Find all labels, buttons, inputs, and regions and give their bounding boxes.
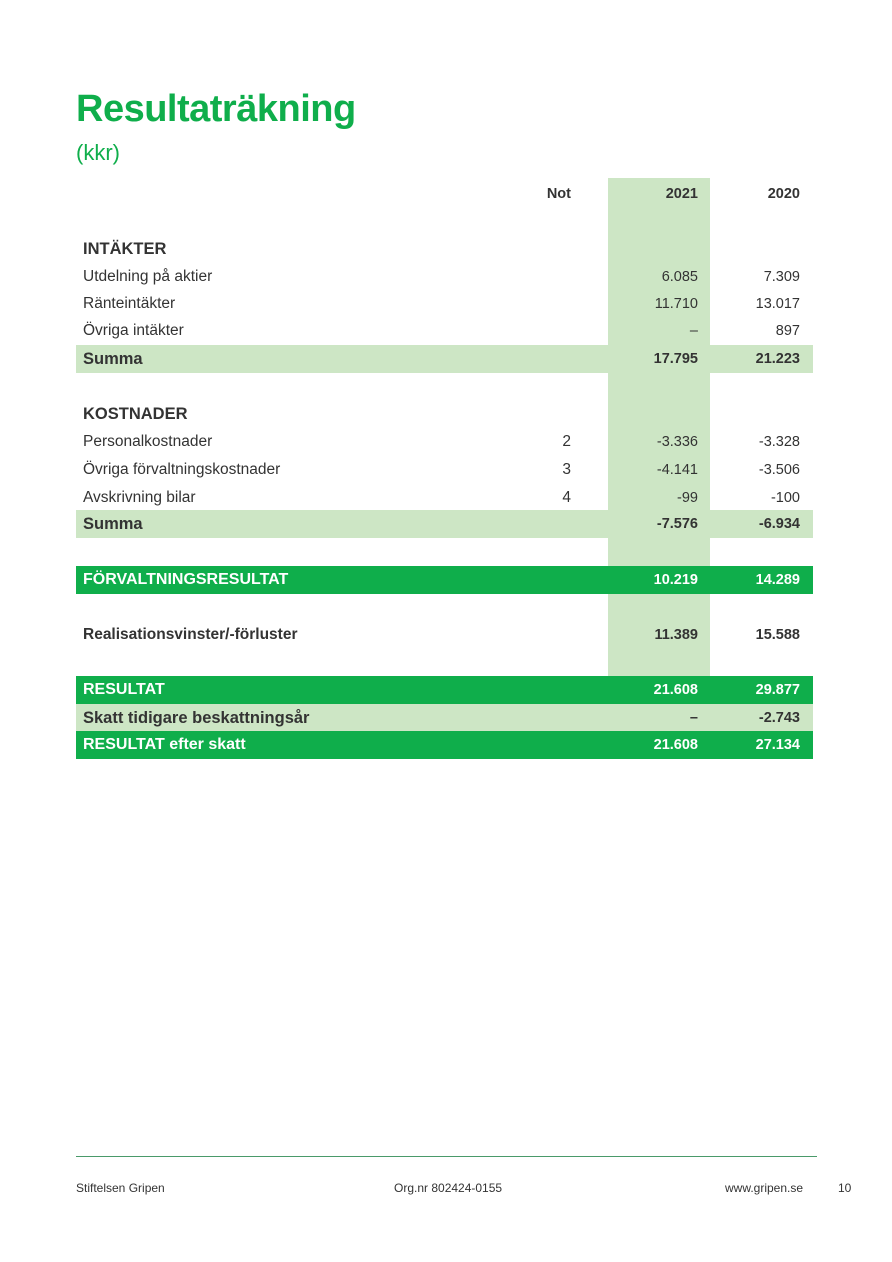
- costs-heading-label: KOSTNADER: [83, 405, 188, 423]
- table-row: [76, 456, 813, 484]
- tax-label: Skatt tidigare beskattningsår: [83, 709, 310, 727]
- row-value-2020: 7.309: [763, 269, 800, 285]
- income-heading-label: INTÄKTER: [83, 240, 167, 258]
- section-heading-costs: [76, 400, 813, 428]
- page-title: Resultaträkning: [76, 88, 356, 130]
- row-value-2020: 13.017: [755, 296, 800, 312]
- table-row: [76, 484, 813, 512]
- table-row: [76, 428, 813, 456]
- footer-page-number: 10: [838, 1181, 852, 1195]
- row-value-2021: -4.141: [656, 462, 698, 478]
- realisation-label: Realisationsvinster/-förluster: [83, 626, 298, 643]
- sum-value-2021: 17.795: [653, 351, 698, 367]
- row-value-2020: -3.328: [758, 434, 800, 450]
- management-result-2020: 14.289: [755, 572, 800, 588]
- row-note: 2: [562, 433, 571, 450]
- result-after-tax-label: RESULTAT efter skatt: [83, 736, 246, 753]
- tax-row: [76, 704, 813, 732]
- header-2020: 2020: [767, 186, 800, 202]
- footer-divider: [76, 1156, 817, 1157]
- page-subtitle: (kkr): [76, 140, 120, 165]
- sum-value-2020: 21.223: [755, 351, 800, 367]
- result-after-tax-row: [76, 731, 813, 759]
- header-2021: 2021: [665, 186, 698, 202]
- header-note: Not: [546, 186, 571, 202]
- row-value-2021: –: [689, 323, 698, 339]
- result-2020: 29.877: [755, 682, 800, 698]
- sum-value-2021: -7.576: [656, 516, 698, 532]
- row-label: Övriga intäkter: [83, 322, 184, 339]
- sum-label: Summa: [83, 515, 143, 533]
- row-value-2020: 897: [775, 323, 800, 339]
- row-note: 4: [562, 489, 571, 506]
- result-2021: 21.608: [653, 682, 698, 698]
- management-result-2021: 10.219: [653, 572, 698, 588]
- sum-label: Summa: [83, 350, 143, 368]
- row-value-2021: -99: [677, 490, 698, 506]
- management-result-label: FÖRVALTNINGSRESULTAT: [83, 571, 289, 588]
- row-label: Ränteintäkter: [83, 295, 176, 312]
- realisation-2020: 15.588: [755, 627, 800, 643]
- income-statement-table: [76, 178, 813, 778]
- row-note: 3: [562, 461, 571, 478]
- tax-2020: -2.743: [758, 710, 800, 726]
- realisation-2021: 11.389: [654, 627, 698, 643]
- result-after-tax-2021: 21.608: [653, 737, 698, 753]
- row-value-2021: 11.710: [654, 296, 698, 312]
- result-label: RESULTAT: [83, 681, 165, 698]
- table-header-row: [76, 180, 813, 208]
- row-value-2020: -100: [770, 490, 800, 506]
- result-after-tax-2020: 27.134: [755, 737, 800, 753]
- row-value-2021: 6.085: [661, 269, 698, 285]
- row-value-2021: -3.336: [656, 434, 698, 450]
- costs-sum-row: [76, 510, 813, 538]
- row-label: Personalkostnader: [83, 433, 213, 450]
- row-label: Utdelning på aktier: [83, 268, 213, 285]
- row-label: Avskrivning bilar: [83, 489, 196, 506]
- section-heading-income: [76, 235, 813, 263]
- management-result-row: [76, 566, 813, 594]
- table-row: [76, 317, 813, 345]
- footer-organization: Stiftelsen Gripen: [76, 1181, 165, 1195]
- realisation-row: [76, 621, 813, 649]
- row-value-2020: -3.506: [758, 462, 800, 478]
- table-row: [76, 290, 813, 318]
- tax-2021: –: [689, 710, 698, 726]
- footer-website: www.gripen.se: [725, 1181, 804, 1195]
- income-sum-row: [76, 345, 813, 373]
- row-label: Övriga förvaltningskostnader: [83, 461, 281, 478]
- sum-value-2020: -6.934: [758, 516, 800, 532]
- footer-org-nr: Org.nr 802424-0155: [394, 1181, 503, 1195]
- table-row: [76, 263, 813, 291]
- result-row: [76, 676, 813, 704]
